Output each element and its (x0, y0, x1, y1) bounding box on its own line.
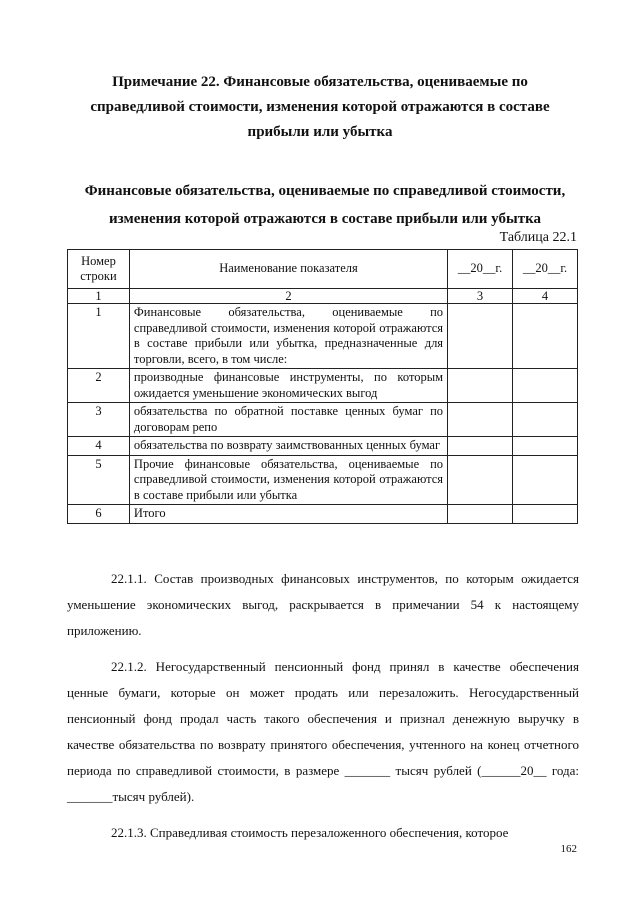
table-caption: Финансовые обязательства, оцениваемые по справедливой стоимости, изменения которой отражаются в составе прибыли или убытка (84, 183, 566, 227)
paragraph-22-1-1: 22.1.1. Состав производных финансовых инструментов, по которым ожидается уменьшение экономических выгод, раскрывается в примечании 54 к настоящему приложению. (67, 571, 579, 638)
row-value-year-2 (513, 437, 578, 456)
column-number: 4 (513, 289, 578, 304)
row-number: 2 (68, 369, 130, 403)
row-value-year-2 (513, 505, 578, 524)
row-number: 3 (68, 403, 130, 437)
row-indicator-name: Финансовые обязательства, оцениваемые по справедливой стоимости, изменения которой отражаются в составе прибыли или убытка, предназначенные для торговли, всего, в том числе: (129, 304, 447, 369)
table-row (68, 437, 578, 456)
column-number: 2 (129, 289, 447, 304)
row-value-year-1 (448, 369, 513, 403)
row-indicator-name: обязательства по возврату заимствованных ценных бумаг (129, 437, 447, 456)
row-indicator-name: Прочие финансовые обязательства, оцениваемые по справедливой стоимости, изменения которой отражаются в составе прибыли или убытка (129, 455, 447, 505)
table-row-total (68, 505, 578, 524)
row-number: 1 (68, 304, 130, 369)
table-row (68, 403, 578, 437)
row-value-year-2 (513, 369, 578, 403)
column-number: 3 (448, 289, 513, 304)
table-row (68, 369, 578, 403)
column-number-row (68, 289, 578, 304)
row-value-year-2 (513, 455, 578, 505)
body-text (67, 566, 579, 846)
row-value-year-2 (513, 304, 578, 369)
row-number: 6 (68, 505, 130, 524)
table-number-label: Таблица 22.1 (499, 230, 577, 245)
row-value-year-1 (448, 304, 513, 369)
liabilities-table (67, 249, 578, 524)
row-number: 4 (68, 437, 130, 456)
row-value-year-2 (513, 403, 578, 437)
table-header-row (68, 250, 578, 289)
row-value-year-1 (448, 455, 513, 505)
page-number: 162 (560, 843, 577, 855)
note-title: Примечание 22. Финансовые обязательства, оцениваемые по справедливой стоимости, изменения которой отражаются в составе прибыли или убытка (90, 74, 550, 140)
column-number: 1 (68, 289, 130, 304)
row-indicator-name: Итого (129, 505, 447, 524)
table-row (68, 455, 578, 505)
header-row-number: Номер строки (68, 250, 130, 289)
row-indicator-name: производные финансовые инструменты, по которым ожидается уменьшение экономических выгод (129, 369, 447, 403)
row-value-year-1 (448, 505, 513, 524)
row-indicator-name: обязательства по обратной поставке ценных бумаг по договорам репо (129, 403, 447, 437)
table-row (68, 304, 578, 369)
paragraph-22-1-3: 22.1.3. Справедливая стоимость перезаложенного обеспечения, которое (111, 825, 509, 840)
row-value-year-1 (448, 437, 513, 456)
paragraph-22-1-2: 22.1.2. Негосударственный пенсионный фонд принял в качестве обеспечения ценные бумаги, которые он может продать или перезаложить. Негосударственный пенсионный фонд продал часть такого обеспечения и признал денежную выручку в качестве обязательства по возврату принятого обеспечения, учтенного на конец отчетного периода по справедливой стоимости, в размере _______ тысяч рублей (______20__ года: _______тысяч рублей). (67, 659, 579, 804)
row-number: 5 (68, 455, 130, 505)
row-value-year-1 (448, 403, 513, 437)
header-year-2: __20__г. (513, 250, 578, 289)
header-year-1: __20__г. (448, 250, 513, 289)
header-indicator-name: Наименование показателя (129, 250, 447, 289)
